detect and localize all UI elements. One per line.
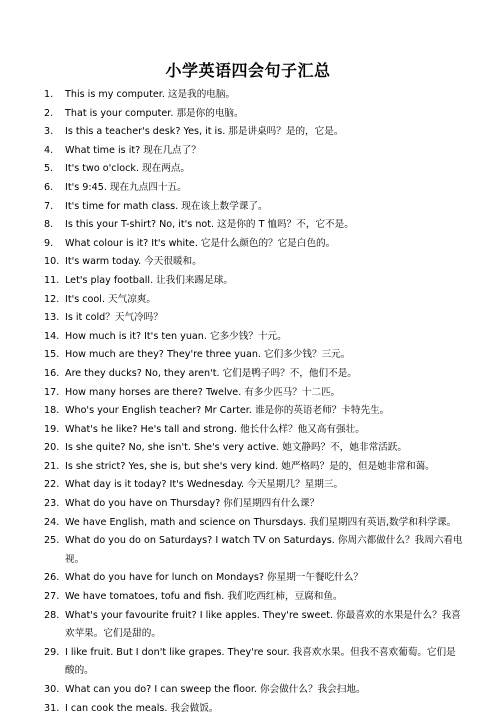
item-number: 28.	[44, 609, 60, 621]
item-number: 12.	[44, 293, 60, 305]
item-sentence: What time is it? 现在几点了？	[65, 144, 201, 156]
item-number: 17.	[44, 386, 60, 398]
item-sentence: What's he like? He's tall and strong. 他长什么样？他又高有强壮。	[65, 423, 365, 435]
item-sentence: Is she quite? No, she isn't. She's very active. 她文静吗？不，她非常活跃。	[65, 442, 407, 454]
list-item	[44, 142, 464, 161]
item-sentence: It's time for math class. 现在该上数学课了。	[65, 200, 268, 212]
list-item	[44, 439, 464, 458]
item-number: 9.	[44, 237, 54, 249]
item-sentence: What colour is it? It's white. 它是什么颜色的？它是白色的。	[65, 237, 336, 249]
item-number: 31.	[44, 702, 60, 714]
item-number: 13.	[44, 312, 60, 324]
item-number: 14.	[44, 330, 60, 342]
list-item	[44, 588, 464, 607]
sentence-list	[44, 86, 464, 718]
list-item	[44, 105, 464, 124]
item-number: 2.	[44, 107, 54, 119]
item-number: 30.	[44, 684, 60, 695]
item-sentence: Is this a teacher's desk? Yes, it is. 那是讲桌吗？是的，它是。	[65, 126, 344, 138]
list-item	[44, 402, 464, 421]
list-item	[44, 700, 464, 718]
list-item	[44, 160, 464, 179]
list-item	[44, 495, 464, 514]
item-number: 11.	[44, 274, 60, 286]
item-number: 22.	[44, 479, 60, 491]
item-sentence: How many horses are there? Twelve. 有多少匹马？十二匹。	[65, 386, 341, 398]
item-number: 3.	[44, 126, 54, 138]
item-sentence: Are they ducks? No, they aren't. 它们是鸭子吗？不，他们不是。	[65, 367, 357, 379]
list-item	[44, 291, 464, 310]
list-item	[44, 198, 464, 217]
item-sentence: It's warm today. 今天很暖和。	[65, 256, 202, 268]
list-item	[44, 644, 464, 681]
item-sentence: Is this your T-shirt? No, it's not. 这是你的 T 恤吗？不，它不是。	[65, 219, 354, 231]
item-sentence: What do you have on Thursday? 你们星期四有什么课？	[65, 498, 320, 510]
item-number: 25.	[44, 535, 60, 547]
item-sentence: What's your favourite fruit? I like apples. They're sweet. 你最喜欢的水果是什么？我喜欢苹果。它们是甜的。	[65, 609, 461, 640]
list-item	[44, 253, 464, 272]
list-item	[44, 514, 464, 533]
list-item	[44, 272, 464, 291]
item-number: 5.	[44, 163, 54, 175]
item-sentence: It's 9:45. 现在九点四十五。	[65, 181, 187, 193]
list-item	[44, 179, 464, 198]
item-sentence: Is she strict? Yes, she is, but she's very kind. 她严格吗？是的，但是她非常和蔼。	[65, 460, 435, 472]
list-item	[44, 86, 464, 105]
item-number: 23.	[44, 498, 60, 510]
item-sentence: We have English, math and science on Thursdays. 我们星期四有英语,数学和科学课。	[65, 516, 457, 528]
item-sentence: We have tomatoes, tofu and fish. 我们吃西红柿，豆腐和鱼。	[65, 591, 343, 603]
list-item	[44, 458, 464, 477]
list-item	[44, 476, 464, 495]
item-number: 27.	[44, 591, 60, 603]
item-sentence: I can cook the meals. 我会做饭。	[65, 702, 219, 714]
list-item	[44, 346, 464, 365]
item-number: 26.	[44, 572, 60, 584]
item-sentence: I like fruit. But I don't like grapes. They're sour. 我喜欢水果。但我不喜欢葡萄。它们是酸的。	[65, 646, 456, 677]
list-item	[44, 421, 464, 440]
item-sentence: Who's your English teacher? Mr Carter. 谁是你的英语老师？卡特先生。	[65, 405, 390, 417]
item-number: 7.	[44, 200, 54, 212]
item-sentence: How much is it? It's ten yuan. 它多少钱？十元。	[65, 330, 287, 342]
item-sentence: What can you do? I can sweep the floor. 你会做什么？我会扫地。	[65, 684, 366, 695]
item-sentence: Is it cold？天气冷吗？	[65, 312, 163, 324]
item-sentence: What do you do on Saturdays? I watch TV on Saturdays. 你周六都做什么？我周六看电视。	[65, 535, 463, 565]
list-item	[44, 123, 464, 142]
item-number: 8.	[44, 219, 54, 231]
item-number: 16.	[44, 367, 60, 379]
item-number: 21.	[44, 460, 60, 472]
item-number: 1.	[44, 89, 54, 100]
list-item	[44, 365, 464, 384]
list-item	[44, 235, 464, 254]
item-sentence: What do you have for lunch on Mondays? 你星期一午餐吃什么？	[65, 572, 363, 584]
list-item	[44, 216, 464, 235]
item-number: 4.	[44, 144, 54, 156]
list-item	[44, 309, 464, 328]
item-sentence: That is your computer. 那是你的电脑。	[65, 107, 244, 119]
item-number: 6.	[44, 181, 54, 193]
item-number: 18.	[44, 405, 60, 417]
list-item	[44, 328, 464, 347]
item-number: 15.	[44, 349, 60, 361]
item-sentence: It's cool. 天气凉爽。	[65, 293, 157, 305]
list-item	[44, 384, 464, 403]
item-number: 19.	[44, 423, 60, 435]
list-item	[44, 607, 464, 644]
list-item	[44, 532, 464, 569]
item-number: 24.	[44, 516, 60, 528]
document-title: 小学英语四会句子汇总	[165, 61, 331, 80]
item-sentence: It's two o'clock. 现在两点。	[65, 163, 191, 175]
list-item	[44, 681, 464, 700]
item-sentence: How much are they? They're three yuan. 它们多少钱？三元。	[65, 349, 351, 361]
item-number: 10.	[44, 256, 60, 268]
item-number: 29.	[44, 646, 60, 658]
item-number: 20.	[44, 442, 60, 454]
item-sentence: This is my computer. 这是我的电脑。	[65, 89, 236, 100]
item-sentence: What day is it today? It's Wednesday. 今天星期几？星期三。	[65, 479, 344, 491]
list-item	[44, 569, 464, 588]
item-sentence: Let's play football. 让我们来踢足球。	[65, 274, 233, 286]
